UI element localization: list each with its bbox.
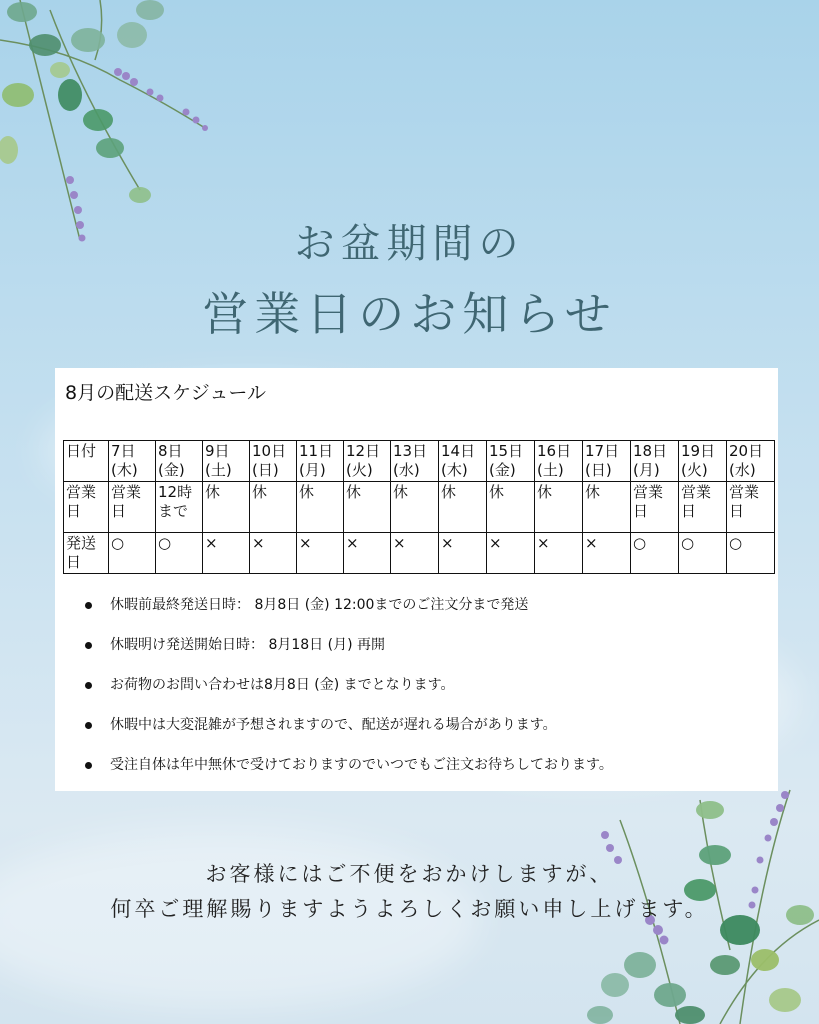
notes-list — [85, 596, 613, 796]
note-item: 受注自体は年中無休で受けておりますのでいつでもご注文お待ちしております。 — [85, 756, 613, 796]
delivery-schedule-table — [63, 440, 775, 574]
shipping-cell: ○ — [631, 533, 679, 574]
business-day-cell: 休 — [583, 482, 631, 533]
business-day-cell: 営業日 — [679, 482, 727, 533]
shipping-cell: × — [487, 533, 535, 574]
date-cell: 15日(金) — [487, 441, 535, 482]
business-day-cell: 営業日 — [109, 482, 156, 533]
row-label: 日付 — [64, 441, 109, 482]
shipping-cell: × — [391, 533, 439, 574]
closing-message-line-1: お客様にはご不便をおかけしますが、 — [205, 862, 614, 886]
shipping-cell: × — [344, 533, 391, 574]
shipping-cell: × — [203, 533, 250, 574]
shipping-cell: × — [297, 533, 344, 574]
shipping-cell: × — [250, 533, 297, 574]
table-row — [64, 482, 775, 533]
schedule-card — [55, 368, 778, 791]
business-day-cell: 12時まで — [156, 482, 203, 533]
business-day-cell: 休 — [203, 482, 250, 533]
shipping-cell: × — [583, 533, 631, 574]
shipping-cell: × — [535, 533, 583, 574]
business-day-cell: 休 — [297, 482, 344, 533]
business-day-cell: 営業日 — [727, 482, 775, 533]
date-cell: 10日(日) — [250, 441, 297, 482]
shipping-cell: ○ — [109, 533, 156, 574]
table-row — [64, 533, 775, 574]
date-cell: 14日(木) — [439, 441, 487, 482]
business-day-cell: 休 — [250, 482, 297, 533]
date-cell: 11日(月) — [297, 441, 344, 482]
date-cell: 13日(水) — [391, 441, 439, 482]
date-cell: 20日(水) — [727, 441, 775, 482]
business-day-cell: 営業日 — [631, 482, 679, 533]
business-day-cell: 休 — [344, 482, 391, 533]
shipping-cell: × — [439, 533, 487, 574]
date-cell: 7日(木) — [109, 441, 156, 482]
row-label: 営業日 — [64, 482, 109, 533]
note-item: 休暇前最終発送日時： 8月8日 (金) 12:00までのご注文分まで発送 — [85, 596, 613, 636]
date-cell: 16日(土) — [535, 441, 583, 482]
shipping-cell: ○ — [727, 533, 775, 574]
closing-message-line-2: 何卒ご理解賜りますようよろしくお願い申し上げます。 — [110, 897, 709, 921]
schedule-heading: 8月の配送スケジュール — [65, 382, 266, 404]
date-cell: 17日(日) — [583, 441, 631, 482]
note-item: 休暇中は大変混雑が予想されますので、配送が遅れる場合があります。 — [85, 716, 613, 756]
date-cell: 8日(金) — [156, 441, 203, 482]
note-item: お荷物のお問い合わせは8月8日 (金) までとなります。 — [85, 676, 613, 716]
row-label: 発送日 — [64, 533, 109, 574]
shipping-cell: ○ — [679, 533, 727, 574]
business-day-cell: 休 — [391, 482, 439, 533]
date-cell: 19日(火) — [679, 441, 727, 482]
table-row — [64, 441, 775, 482]
date-cell: 12日(火) — [344, 441, 391, 482]
business-day-cell: 休 — [535, 482, 583, 533]
business-day-cell: 休 — [439, 482, 487, 533]
date-cell: 9日(土) — [203, 441, 250, 482]
note-item: 休暇明け発送開始日時： 8月18日 (月) 再開 — [85, 636, 613, 676]
date-cell: 18日(月) — [631, 441, 679, 482]
shipping-cell: ○ — [156, 533, 203, 574]
page-title-line-1: お盆期間の — [294, 221, 525, 267]
business-day-cell: 休 — [487, 482, 535, 533]
page-title-line-2: 営業日のお知らせ — [202, 287, 617, 341]
